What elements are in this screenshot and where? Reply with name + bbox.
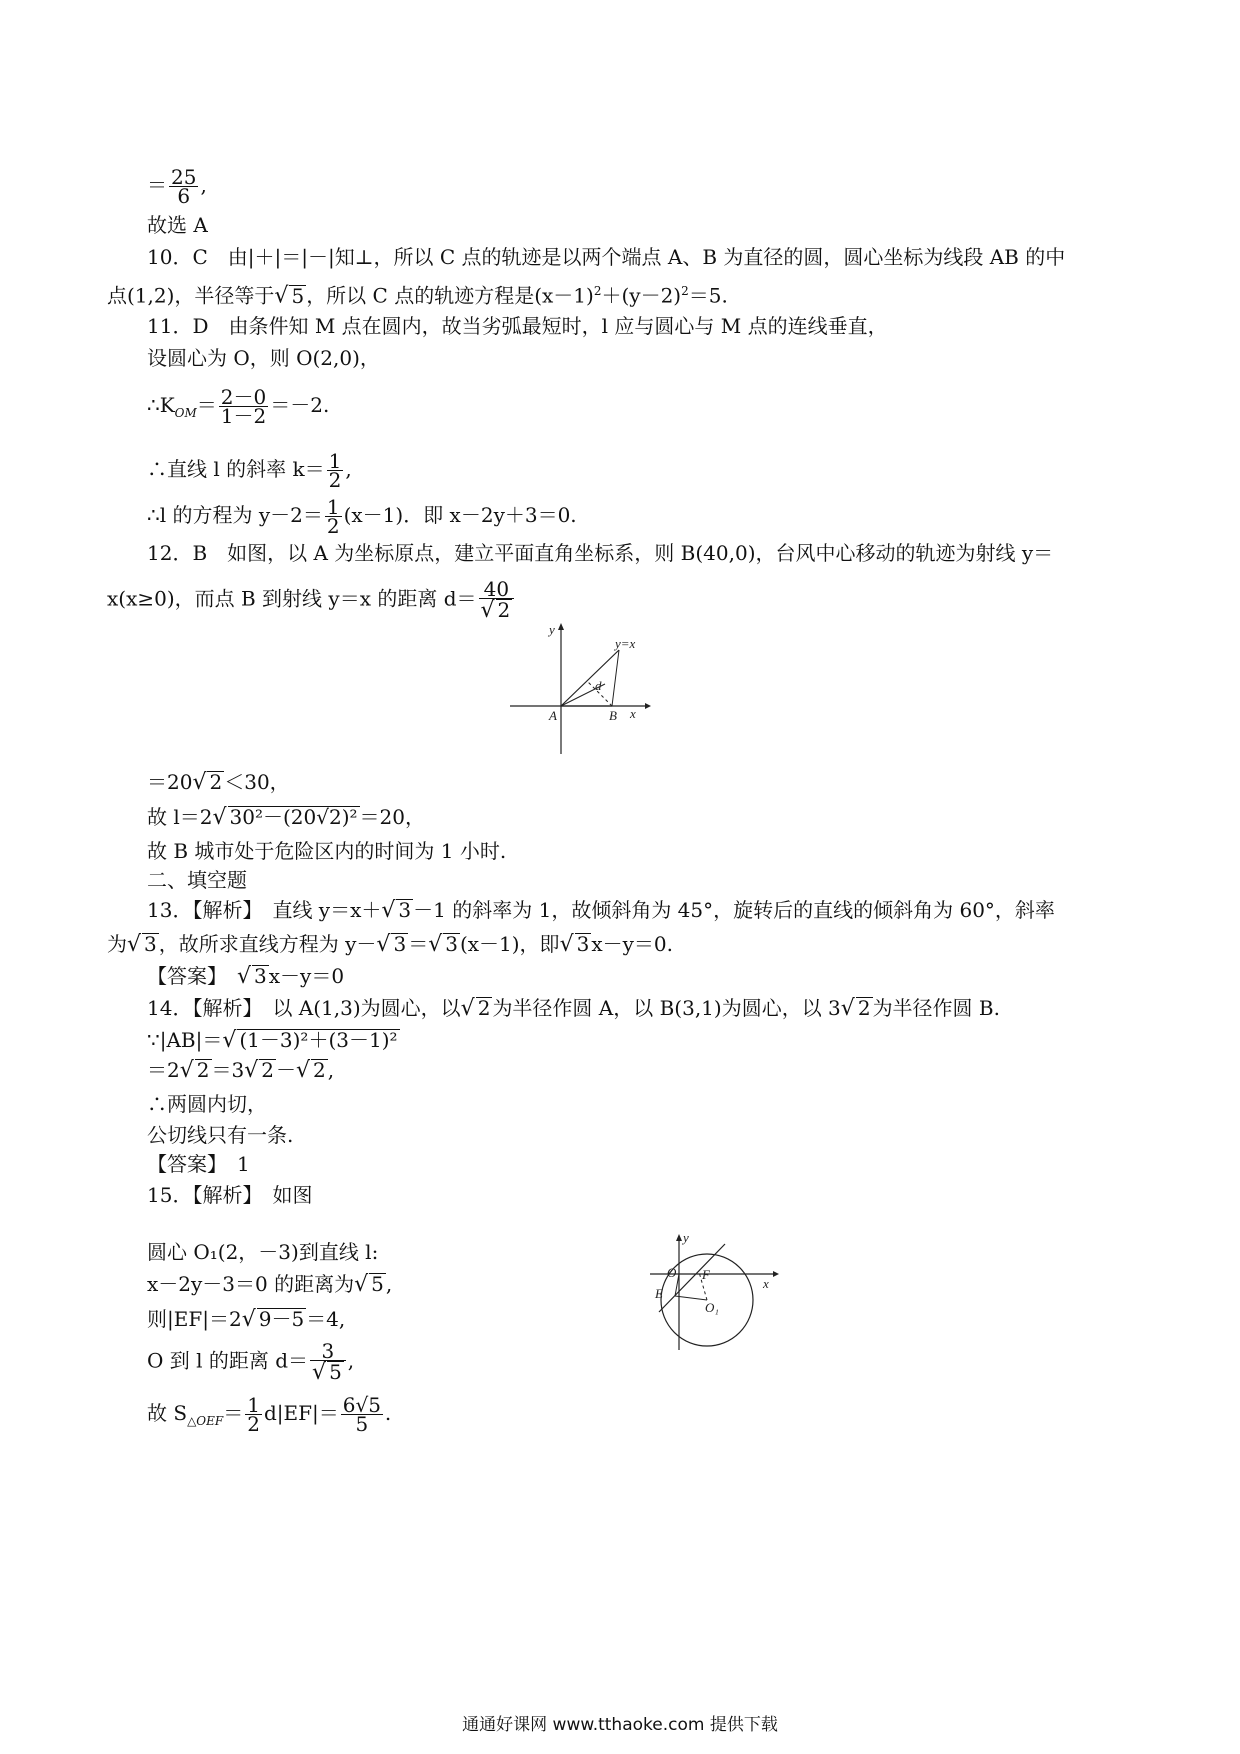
subscript: OM <box>174 406 197 420</box>
text: 14．【解析】 以 A(1,3)为圆心，以 <box>147 996 461 1020</box>
text: ＝ <box>408 932 429 956</box>
text: ∵|AB|＝ <box>147 1028 223 1052</box>
text: x－y＝0. <box>591 932 673 956</box>
label-y: y <box>549 622 555 637</box>
text: ＝ <box>223 1401 244 1425</box>
label-y-eq-x: y=x <box>615 636 636 651</box>
label-x: x <box>763 1276 769 1291</box>
text: ＝3 <box>211 1058 245 1082</box>
text: ＝20 <box>147 770 193 794</box>
distance-ab: ∵|AB|＝√ (1－3)²＋(3－1)² <box>147 1028 398 1053</box>
problem-15-line-5 <box>147 1393 392 1436</box>
radicand: 9－5 <box>258 1307 305 1331</box>
denominator: 5 <box>355 1412 369 1436</box>
numerator: 25 <box>171 165 197 189</box>
fraction <box>341 1393 383 1436</box>
problem-11-line-1: 11．D 由条件知 M 点在圆内，故当劣弧最短时，l 应与圆心与 M 点的连线垂直， <box>147 314 888 338</box>
denominator: 2 <box>247 1412 260 1436</box>
radicand: 3 <box>398 898 412 922</box>
problem-15-line-2: x－2y－3＝0 的距离为√ 5 , <box>147 1272 393 1297</box>
text: －1 的斜率为 1，故倾斜角为 45°，旋转后的直线的倾斜角为 60°，斜率 <box>413 898 1055 922</box>
text: ＋(y－2) <box>601 283 682 308</box>
line-choose-a: 故选 A <box>147 213 208 237</box>
problem-15-line-4 <box>147 1339 355 1385</box>
fraction <box>310 1339 346 1385</box>
fraction <box>169 165 198 208</box>
radicand: 3 <box>144 932 157 956</box>
slope-k <box>147 449 352 492</box>
text: (x－1)．即 x－2y＋3＝0. <box>343 503 577 527</box>
text: 13．【解析】 直线 y＝x＋ <box>147 898 382 922</box>
text: (x－1)，即 <box>459 932 560 956</box>
numerator: 1 <box>328 449 342 473</box>
label-d: d <box>595 678 602 693</box>
radicand: 2 <box>477 996 491 1020</box>
radicand: 5 <box>291 283 305 308</box>
label-o1: O₁ <box>705 1300 719 1315</box>
text: ＝ <box>196 393 217 417</box>
denominator: 2 <box>326 514 340 538</box>
radicand: 3 <box>576 932 590 956</box>
problem-14-answer: 【答案】 1 <box>147 1152 250 1176</box>
text: ∴l 的方程为 y－2＝ <box>147 503 323 527</box>
problem-15-heading: 15．【解析】 如图 <box>147 1183 313 1207</box>
subscript: △OEF <box>187 1414 224 1428</box>
text: 为半径作圆 B. <box>872 996 1000 1020</box>
radicand: 3 <box>445 932 458 956</box>
text: － <box>276 1058 296 1082</box>
internally-tangent: ∴两圆内切， <box>147 1092 267 1116</box>
text: . <box>384 1401 392 1425</box>
distance-value: ＝20√ 2 ＜30， <box>147 770 290 795</box>
label-y: y <box>683 1232 689 1245</box>
exponent: 2 <box>681 284 689 298</box>
fraction <box>327 449 344 492</box>
text: 为半径作圆 A，以 B(3,1)为圆心，以 3 <box>492 996 841 1020</box>
text: ，所以 C 点的轨迹方程是(x－1) <box>306 283 594 308</box>
text: 故 l＝2 <box>147 805 213 829</box>
text: ＝－2. <box>270 393 330 417</box>
one-common-tangent: 公切线只有一条. <box>147 1123 294 1147</box>
chord-length: 故 l＝2√ 30²－(20√2)² ＝20， <box>147 805 425 830</box>
sqrt-sign: √ <box>274 283 289 309</box>
text: ∴K <box>147 393 175 417</box>
text: d|EF|＝ <box>263 1401 339 1425</box>
text: ，故所求直线方程为 y－ <box>158 932 377 956</box>
radicand: 2 <box>857 996 871 1020</box>
label-e: E <box>655 1286 663 1301</box>
numerator: 1 <box>326 495 340 519</box>
label-x: x <box>630 706 636 721</box>
slope-kom <box>147 385 330 428</box>
fraction <box>479 577 515 623</box>
text: x－y＝0 <box>268 964 345 988</box>
radicand: 2 <box>261 1058 274 1082</box>
radicand: 3 <box>393 932 407 956</box>
text: ∴直线 l 的斜率 k＝ <box>147 457 325 481</box>
denominator: 6 <box>177 184 191 208</box>
label-b: B <box>609 708 617 723</box>
problem-14-line-1: 14．【解析】 以 A(1,3)为圆心，以√ 2 为半径作圆 A，以 B(3,1)为圆心，以 3√ 2 为半径作圆 B. <box>147 996 1000 1021</box>
radicand: 5 <box>329 1360 342 1384</box>
radicand: 2 <box>497 598 511 622</box>
numerator: 40 <box>479 580 515 599</box>
denominator: 2 <box>328 468 342 492</box>
denominator: √ 5 <box>312 1360 342 1385</box>
radicand: 2 <box>313 1058 326 1082</box>
text: , <box>327 1058 335 1082</box>
text: ＝2 <box>147 1058 180 1082</box>
numerator: 2－0 <box>220 385 267 409</box>
fraction <box>325 495 342 538</box>
denominator: 1－2 <box>220 404 267 428</box>
numerator: 6√5 <box>342 1393 381 1417</box>
text: 为 <box>107 932 127 956</box>
text: O 到 l 的距离 d＝ <box>147 1348 309 1373</box>
problem-13-answer: 【答案】 √ 3 x－y＝0 <box>147 964 345 989</box>
denominator: √ 2 <box>480 598 511 623</box>
radicand: 2 <box>196 1058 210 1082</box>
radicand: 30²－(20√2)² <box>229 805 358 829</box>
problem-13-line-2: 为√ 3 ，故所求直线方程为 y－√ 3 ＝√ 3 (x－1)，即√ 3 x－y＝0. <box>107 932 673 957</box>
line-equation-l <box>147 495 577 538</box>
fraction <box>245 1393 262 1436</box>
problem-12-line-2 <box>107 577 516 623</box>
exponent: 2 <box>593 284 602 298</box>
problem-15-line-1: 圆心 O₁(2，－3)到直线 l: <box>147 1240 379 1264</box>
problem-15-line-3: 则|EF|＝2√ 9－5 ＝4, <box>147 1307 346 1332</box>
line-result-fraction: ＝ $\frac{25}{6}$ , <box>147 165 207 208</box>
text: 点(1,2)，半径等于 <box>107 283 275 308</box>
radicand: 3 <box>254 964 267 988</box>
numerator: 1 <box>247 1393 260 1417</box>
text: , <box>347 1348 355 1373</box>
numerator: 3 <box>310 1342 346 1361</box>
text: ＝5. <box>688 283 728 308</box>
label-f: F <box>702 1267 710 1282</box>
text: , <box>385 1272 393 1296</box>
label-a: A <box>549 708 557 723</box>
distance-ab-simplified: ＝2√ 2 ＝3√ 2 －√ 2 , <box>147 1058 335 1083</box>
problem-10-line-1: 10．C 由|＋|＝|－|知⊥，所以 C 点的轨迹是以两个端点 A、B 为直径的圆，圆心坐标为线段 AB 的中 <box>147 245 1066 269</box>
radicand: (1－3)²＋(3－1)² <box>239 1028 398 1052</box>
figure-ray-distance <box>505 620 655 755</box>
text: x－2y－3＝0 的距离为 <box>147 1272 355 1296</box>
radicand: 5 <box>371 1272 384 1296</box>
radicand: 2 <box>209 770 223 794</box>
text: 故 S <box>147 1401 188 1425</box>
text: ＝20， <box>359 805 425 829</box>
text: 则|EF|＝2 <box>147 1307 242 1331</box>
problem-12-line-1: 12．B 如图，以 A 为坐标原点，建立平面直角坐标系，则 B(40,0)，台风中心移动的轨迹为射线 y＝ <box>147 541 1054 565</box>
section-heading-fill-blank: 二、填空题 <box>147 868 247 892</box>
problem-10-line-2 <box>107 279 728 309</box>
footer-source: 通通好课网 www.tthaoke.com 提供下载 <box>462 1715 778 1735</box>
fraction <box>219 385 268 428</box>
text: , <box>345 457 352 481</box>
text: ＜30， <box>224 770 290 794</box>
text: ＝4, <box>306 1307 346 1331</box>
problem-11-line-2: 设圆心为 O，则 O(2,0)， <box>147 346 380 370</box>
problem-13-line-1: 13．【解析】 直线 y＝x＋√ 3 －1 的斜率为 1，故倾斜角为 45°，旋转后的直线的倾斜角为 60°，斜率 <box>147 898 1055 923</box>
text: 【答案】 <box>147 964 237 988</box>
text: x(x≥0)，而点 B 到射线 y＝x 的距离 d＝ <box>107 586 477 611</box>
problem-12-conclusion: 故 B 城市处于危险区内的时间为 1 小时. <box>147 839 507 863</box>
figure-circle-chord <box>645 1232 785 1352</box>
label-o: O <box>667 1265 677 1280</box>
